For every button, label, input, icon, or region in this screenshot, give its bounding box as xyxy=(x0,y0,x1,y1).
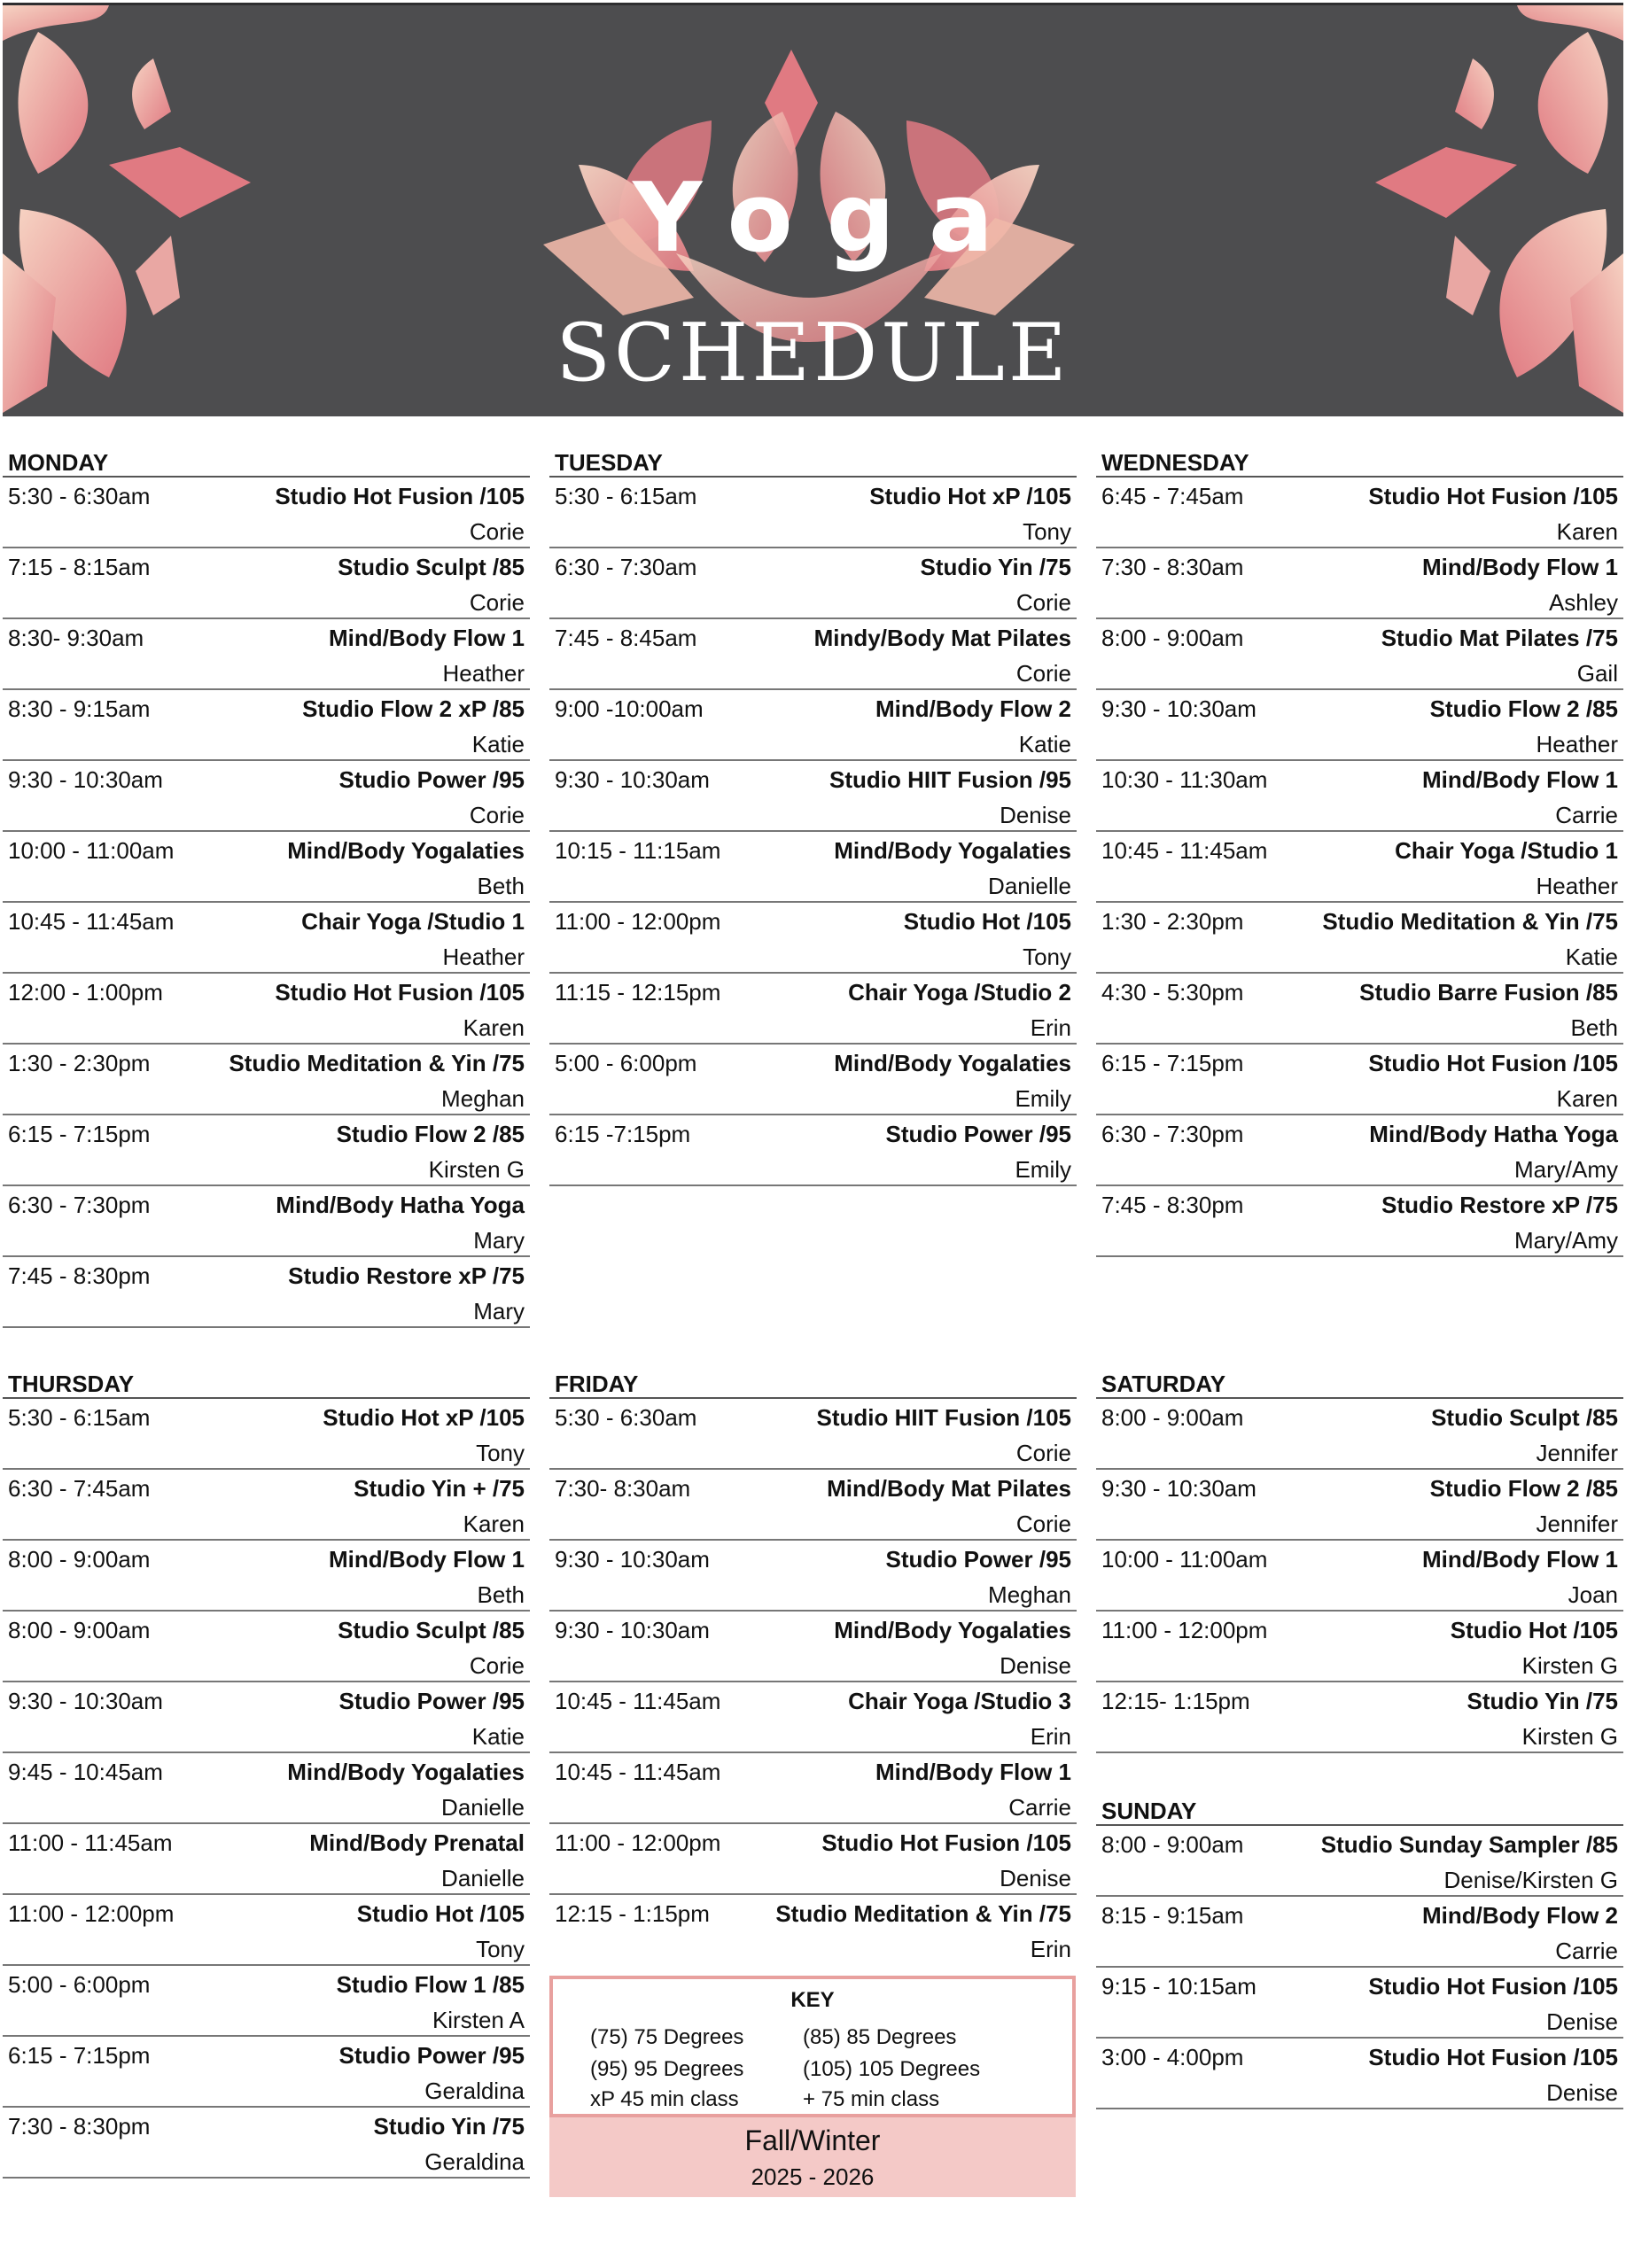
class-name: Studio Flow 2 /85 xyxy=(336,1121,525,1147)
class-name: Studio Hot Fusion /105 xyxy=(275,979,525,1006)
class-name: Mind/Body Hatha Yoga xyxy=(276,1192,525,1218)
class-instructor: Denise xyxy=(1546,2008,1618,2035)
class-row xyxy=(1096,903,1623,974)
day-column-monday xyxy=(3,447,530,1328)
class-row xyxy=(1096,832,1623,903)
class-row xyxy=(549,478,1077,548)
class-name: Studio Power /95 xyxy=(338,1688,525,1714)
class-name: Mind/Body Flow 1 xyxy=(1422,554,1618,580)
class-time: 9:30 - 10:30am xyxy=(8,1688,163,1714)
class-name: Studio Yin /75 xyxy=(920,554,1071,580)
class-time: 10:15 - 11:15am xyxy=(555,837,721,864)
class-instructor: Geraldina xyxy=(424,2078,525,2104)
class-instructor: Corie xyxy=(1015,589,1071,616)
class-time: 11:00 - 12:00pm xyxy=(8,1900,175,1927)
class-name: Studio Power /95 xyxy=(885,1121,1071,1147)
class-row xyxy=(549,1541,1077,1612)
class-instructor: Emily xyxy=(1015,1085,1071,1112)
class-time: 8:15 - 9:15am xyxy=(1101,1902,1244,1929)
class-row xyxy=(549,1045,1077,1115)
class-name: Studio Flow 2 /85 xyxy=(1429,695,1618,722)
class-row xyxy=(3,761,530,832)
class-time: 9:30 - 10:30am xyxy=(1101,1475,1256,1502)
key-item: xP 45 min class xyxy=(590,2087,739,2111)
class-name: Mind/Body Yogalaties xyxy=(834,837,1071,864)
class-name: Studio Hot xP /105 xyxy=(869,483,1071,509)
class-row xyxy=(549,1470,1077,1541)
class-instructor: Mary xyxy=(473,1227,525,1254)
class-name: Studio Power /95 xyxy=(885,1546,1071,1573)
class-row xyxy=(549,1612,1077,1682)
class-name: Studio Sculpt /85 xyxy=(338,1617,525,1643)
class-instructor: Denise xyxy=(1000,1865,1071,1891)
class-time: 9:00 -10:00am xyxy=(555,695,704,722)
class-time: 8:00 - 9:00am xyxy=(8,1617,151,1643)
class-name: Studio Power /95 xyxy=(338,766,525,793)
class-instructor: Gail xyxy=(1576,660,1618,687)
class-instructor: Erin xyxy=(1030,1014,1071,1041)
class-name: Mind/Body Yogalaties xyxy=(834,1050,1071,1076)
class-instructor: Katie xyxy=(1565,944,1618,970)
class-instructor: Corie xyxy=(469,518,525,545)
class-instructor: Heather xyxy=(1536,731,1618,757)
class-time: 7:30- 8:30am xyxy=(555,1475,691,1502)
class-time: 5:30 - 6:30am xyxy=(8,483,151,509)
class-time: 11:00 - 12:00pm xyxy=(555,908,721,935)
class-time: 9:30 - 10:30am xyxy=(8,766,163,793)
class-row xyxy=(1096,1826,1623,1897)
class-time: 6:30 - 7:30pm xyxy=(1101,1121,1244,1147)
class-row xyxy=(1096,1470,1623,1541)
class-name: Mind/Body Yogalaties xyxy=(834,1617,1071,1643)
class-time: 9:30 - 10:30am xyxy=(555,766,710,793)
class-name: Mind/Body Flow 1 xyxy=(329,1546,525,1573)
class-instructor: Mary/Amy xyxy=(1514,1156,1618,1183)
class-instructor: Corie xyxy=(469,589,525,616)
class-row xyxy=(1096,1186,1623,1257)
class-time: 9:30 - 10:30am xyxy=(1101,695,1256,722)
class-row xyxy=(549,1895,1077,1966)
class-name: Chair Yoga /Studio 1 xyxy=(1395,837,1618,864)
day-heading: TUESDAY xyxy=(549,447,1077,478)
class-name: Studio Meditation & Yin /75 xyxy=(775,1900,1071,1927)
class-name: Studio Flow 2 /85 xyxy=(1429,1475,1618,1502)
class-name: Mind/Body Flow 1 xyxy=(1422,766,1618,793)
class-instructor: Karen xyxy=(1556,518,1618,545)
class-row xyxy=(3,1895,530,1966)
class-row xyxy=(549,1115,1077,1186)
class-name: Studio Mat Pilates /75 xyxy=(1381,625,1618,651)
class-name: Mind/Body Mat Pilates xyxy=(827,1475,1071,1502)
class-time: 7:15 - 8:15am xyxy=(8,554,151,580)
class-name: Studio Flow 2 xP /85 xyxy=(302,695,525,722)
class-row xyxy=(3,1186,530,1257)
class-time: 11:00 - 11:45am xyxy=(8,1829,173,1856)
class-row xyxy=(3,1824,530,1895)
class-name: Studio Hot /105 xyxy=(903,908,1071,935)
class-row xyxy=(3,1045,530,1115)
class-name: Mind/Body Flow 1 xyxy=(875,1759,1071,1785)
class-name: Studio Hot Fusion /105 xyxy=(821,1829,1071,1856)
class-time: 12:15- 1:15pm xyxy=(1101,1688,1250,1714)
class-instructor: Tony xyxy=(1023,518,1071,545)
class-instructor: Karen xyxy=(463,1014,525,1041)
class-name: Studio Yin + /75 xyxy=(354,1475,525,1502)
class-row xyxy=(1096,1682,1623,1753)
class-name: Studio Hot Fusion /105 xyxy=(275,483,525,509)
class-row xyxy=(3,1470,530,1541)
header-title: Yoga xyxy=(633,163,1027,274)
class-instructor: Danielle xyxy=(441,1794,525,1821)
season-label: Fall/Winter xyxy=(744,2124,881,2156)
class-instructor: Joan xyxy=(1568,1581,1618,1608)
class-row xyxy=(1096,1968,1623,2039)
class-instructor: Kirsten G xyxy=(1521,1723,1618,1750)
class-row xyxy=(1096,974,1623,1045)
class-name: Studio Meditation & Yin /75 xyxy=(229,1050,525,1076)
class-time: 8:00 - 9:00am xyxy=(8,1546,151,1573)
class-name: Mind/Body Yogalaties xyxy=(287,1759,525,1785)
class-time: 11:00 - 12:00pm xyxy=(1101,1617,1268,1643)
class-instructor: Denise xyxy=(1546,2079,1618,2106)
class-instructor: Katie xyxy=(471,731,525,757)
class-instructor: Karen xyxy=(1556,1085,1618,1112)
day-column-wednesday xyxy=(1096,447,1623,1257)
class-instructor: Corie xyxy=(1015,1440,1071,1466)
class-instructor: Kirsten G xyxy=(428,1156,525,1183)
class-row xyxy=(549,690,1077,761)
class-name: Mind/Body Hatha Yoga xyxy=(1369,1121,1618,1147)
class-row xyxy=(549,1753,1077,1824)
key-title: KEY xyxy=(790,1988,835,2012)
class-time: 9:30 - 10:30am xyxy=(555,1617,710,1643)
key-item: (85) 85 Degrees xyxy=(803,2025,957,2049)
class-name: Studio Meditation & Yin /75 xyxy=(1322,908,1618,935)
class-time: 7:45 - 8:30pm xyxy=(1101,1192,1244,1218)
class-name: Studio Power /95 xyxy=(338,2042,525,2069)
class-time: 5:00 - 6:00pm xyxy=(555,1050,697,1076)
class-time: 5:30 - 6:15am xyxy=(8,1404,151,1431)
class-name: Chair Yoga /Studio 2 xyxy=(848,979,1071,1006)
class-row xyxy=(3,1966,530,2037)
class-row xyxy=(1096,1612,1623,1682)
class-time: 10:00 - 11:00am xyxy=(1101,1546,1268,1573)
class-row xyxy=(3,478,530,548)
class-row xyxy=(3,1541,530,1612)
class-name: Mind/Body Flow 1 xyxy=(1422,1546,1618,1573)
class-name: Mind/Body Yogalaties xyxy=(287,837,525,864)
day-heading: SUNDAY xyxy=(1096,1796,1623,1826)
class-instructor: Katie xyxy=(471,1723,525,1750)
class-name: Mind/Body Prenatal xyxy=(309,1829,525,1856)
class-instructor: Katie xyxy=(1018,731,1071,757)
class-row xyxy=(1096,1115,1623,1186)
class-name: Studio Restore xP /75 xyxy=(288,1262,525,1289)
class-time: 11:00 - 12:00pm xyxy=(555,1829,721,1856)
class-instructor: Denise/Kirsten G xyxy=(1443,1867,1618,1893)
day-heading: SATURDAY xyxy=(1096,1369,1623,1399)
class-time: 10:45 - 11:45am xyxy=(555,1688,721,1714)
class-name: Mind/Body Flow 2 xyxy=(1422,1902,1618,1929)
key-item: (95) 95 Degrees xyxy=(590,2057,744,2081)
class-instructor: Jennifer xyxy=(1536,1440,1618,1466)
class-name: Studio Hot xP /105 xyxy=(323,1404,525,1431)
class-row xyxy=(549,1682,1077,1753)
class-instructor: Kirsten A xyxy=(432,2007,525,2033)
class-instructor: Erin xyxy=(1030,1723,1071,1750)
class-name: Studio Hot /105 xyxy=(1450,1617,1618,1643)
class-instructor: Meghan xyxy=(441,1085,525,1112)
class-instructor: Mary/Amy xyxy=(1514,1227,1618,1254)
class-time: 10:45 - 11:45am xyxy=(8,908,175,935)
class-instructor: Heather xyxy=(1536,873,1618,899)
class-instructor: Geraldina xyxy=(424,2148,525,2175)
class-name: Mind/Body Flow 2 xyxy=(875,695,1071,722)
class-row xyxy=(3,619,530,690)
day-heading: FRIDAY xyxy=(549,1369,1077,1399)
class-time: 7:30 - 8:30pm xyxy=(8,2113,151,2140)
class-row xyxy=(549,974,1077,1045)
header-subtitle: SCHEDULE xyxy=(556,307,1070,400)
class-instructor: Tony xyxy=(1023,944,1071,970)
class-time: 8:00 - 9:00am xyxy=(1101,1404,1244,1431)
class-time: 8:30 - 9:15am xyxy=(8,695,151,722)
class-row xyxy=(1096,548,1623,619)
class-instructor: Carrie xyxy=(1555,1938,1618,1964)
class-instructor: Ashley xyxy=(1548,589,1618,616)
class-name: Studio HIIT Fusion /95 xyxy=(829,766,1071,793)
day-column-tuesday xyxy=(549,447,1077,1186)
day-heading: THURSDAY xyxy=(3,1369,530,1399)
class-name: Studio Hot Fusion /105 xyxy=(1368,2044,1618,2070)
class-time: 8:00 - 9:00am xyxy=(1101,625,1244,651)
class-instructor: Danielle xyxy=(441,1865,525,1891)
class-time: 8:30- 9:30am xyxy=(8,625,144,651)
class-name: Mind/Body Flow 1 xyxy=(329,625,525,651)
class-name: Studio Hot Fusion /105 xyxy=(1368,1050,1618,1076)
class-row xyxy=(549,903,1077,974)
class-time: 5:30 - 6:15am xyxy=(555,483,697,509)
class-time: 6:15 -7:15pm xyxy=(555,1121,691,1147)
class-time: 9:45 - 10:45am xyxy=(8,1759,163,1785)
class-name: Studio Sculpt /85 xyxy=(338,554,525,580)
class-time: 3:00 - 4:00pm xyxy=(1101,2044,1244,2070)
class-instructor: Heather xyxy=(442,660,525,687)
class-time: 6:45 - 7:45am xyxy=(1101,483,1244,509)
class-instructor: Beth xyxy=(477,1581,525,1608)
class-row xyxy=(1096,1541,1623,1612)
class-time: 9:15 - 10:15am xyxy=(1101,1973,1256,2000)
day-heading: MONDAY xyxy=(3,447,530,478)
class-instructor: Tony xyxy=(476,1936,525,1962)
temperature-key xyxy=(549,1976,1076,2117)
class-time: 6:15 - 7:15pm xyxy=(8,2042,151,2069)
class-time: 4:30 - 5:30pm xyxy=(1101,979,1244,1006)
class-row xyxy=(1096,690,1623,761)
class-time: 10:45 - 11:45am xyxy=(555,1759,721,1785)
class-name: Studio Hot /105 xyxy=(356,1900,525,1927)
key-item: (75) 75 Degrees xyxy=(590,2025,744,2049)
class-time: 10:00 - 11:00am xyxy=(8,837,175,864)
class-instructor: Danielle xyxy=(988,873,1071,899)
class-row xyxy=(1096,2039,1623,2109)
class-time: 1:30 - 2:30pm xyxy=(1101,908,1244,935)
class-time: 12:00 - 1:00pm xyxy=(8,979,163,1006)
class-instructor: Corie xyxy=(1015,1511,1071,1537)
class-row xyxy=(549,619,1077,690)
class-name: Studio Hot Fusion /105 xyxy=(1368,1973,1618,2000)
class-time: 5:00 - 6:00pm xyxy=(8,1971,151,1998)
class-row xyxy=(3,1612,530,1682)
class-instructor: Corie xyxy=(469,802,525,828)
class-time: 6:30 - 7:30pm xyxy=(8,1192,151,1218)
class-instructor: Kirsten G xyxy=(1521,1652,1618,1679)
class-time: 7:45 - 8:30pm xyxy=(8,1262,151,1289)
class-instructor: Karen xyxy=(463,1511,525,1537)
class-instructor: Erin xyxy=(1030,1936,1071,1962)
class-time: 6:30 - 7:45am xyxy=(8,1475,151,1502)
class-time: 12:15 - 1:15pm xyxy=(555,1900,710,1927)
class-name: Chair Yoga /Studio 3 xyxy=(848,1688,1071,1714)
class-row xyxy=(3,2108,530,2179)
class-row xyxy=(1096,619,1623,690)
class-row xyxy=(549,761,1077,832)
class-time: 11:15 - 12:15pm xyxy=(555,979,721,1006)
class-instructor: Meghan xyxy=(988,1581,1071,1608)
class-name: Studio Sculpt /85 xyxy=(1431,1404,1618,1431)
class-row xyxy=(549,548,1077,619)
class-row xyxy=(3,832,530,903)
class-time: 9:30 - 10:30am xyxy=(555,1546,710,1573)
class-instructor: Beth xyxy=(1570,1014,1618,1041)
class-time: 5:30 - 6:30am xyxy=(555,1404,697,1431)
class-time: 10:45 - 11:45am xyxy=(1101,837,1268,864)
day-column-sunday xyxy=(1096,1796,1623,2109)
class-time: 1:30 - 2:30pm xyxy=(8,1050,151,1076)
class-time: 6:30 - 7:30am xyxy=(555,554,697,580)
class-row xyxy=(549,1399,1077,1470)
class-row xyxy=(549,1824,1077,1895)
class-row xyxy=(1096,1897,1623,1968)
class-row xyxy=(1096,761,1623,832)
class-time: 8:00 - 9:00am xyxy=(1101,1831,1244,1858)
class-instructor: Carrie xyxy=(1008,1794,1071,1821)
class-name: Studio HIIT Fusion /105 xyxy=(816,1404,1071,1431)
key-item: + 75 min class xyxy=(803,2087,940,2111)
day-column-saturday xyxy=(1096,1369,1623,1753)
class-row xyxy=(3,690,530,761)
day-column-thursday xyxy=(3,1369,530,2179)
class-instructor: Corie xyxy=(1015,660,1071,687)
class-row xyxy=(3,974,530,1045)
class-time: 7:45 - 8:45am xyxy=(555,625,697,651)
class-instructor: Emily xyxy=(1015,1156,1071,1183)
class-row xyxy=(3,903,530,974)
class-row xyxy=(1096,478,1623,548)
class-instructor: Mary xyxy=(473,1298,525,1324)
class-time: 7:30 - 8:30am xyxy=(1101,554,1244,580)
class-row xyxy=(3,1115,530,1186)
class-instructor: Jennifer xyxy=(1536,1511,1618,1537)
class-name: Studio Barre Fusion /85 xyxy=(1359,979,1618,1006)
class-row xyxy=(3,1682,530,1753)
class-name: Chair Yoga /Studio 1 xyxy=(301,908,525,935)
class-row xyxy=(3,1753,530,1824)
class-row xyxy=(3,2037,530,2108)
class-row xyxy=(1096,1045,1623,1115)
class-name: Studio Sunday Sampler /85 xyxy=(1320,1831,1618,1858)
class-instructor: Beth xyxy=(477,873,525,899)
class-instructor: Denise xyxy=(1000,1652,1071,1679)
class-row xyxy=(549,832,1077,903)
class-row xyxy=(3,548,530,619)
class-name: Studio Yin /75 xyxy=(1467,1688,1618,1714)
class-time: 6:15 - 7:15pm xyxy=(1101,1050,1244,1076)
day-heading: WEDNESDAY xyxy=(1096,447,1623,478)
class-instructor: Tony xyxy=(476,1440,525,1466)
class-time: 6:15 - 7:15pm xyxy=(8,1121,151,1147)
class-name: Mindy/Body Mat Pilates xyxy=(813,625,1071,651)
header-banner xyxy=(3,3,1623,416)
key-item: (105) 105 Degrees xyxy=(803,2057,981,2081)
class-name: Studio Hot Fusion /105 xyxy=(1368,483,1618,509)
season-years: 2025 - 2026 xyxy=(751,2163,875,2190)
day-column-friday xyxy=(549,1369,1077,1966)
class-name: Studio Restore xP /75 xyxy=(1381,1192,1618,1218)
class-name: Studio Yin /75 xyxy=(373,2113,525,2140)
class-instructor: Denise xyxy=(1000,802,1071,828)
season-box xyxy=(549,2117,1076,2197)
class-row xyxy=(1096,1399,1623,1470)
class-instructor: Corie xyxy=(469,1652,525,1679)
class-time: 10:30 - 11:30am xyxy=(1101,766,1268,793)
class-instructor: Heather xyxy=(442,944,525,970)
class-row xyxy=(3,1257,530,1328)
class-row xyxy=(3,1399,530,1470)
class-name: Studio Flow 1 /85 xyxy=(336,1971,525,1998)
class-instructor: Carrie xyxy=(1555,802,1618,828)
